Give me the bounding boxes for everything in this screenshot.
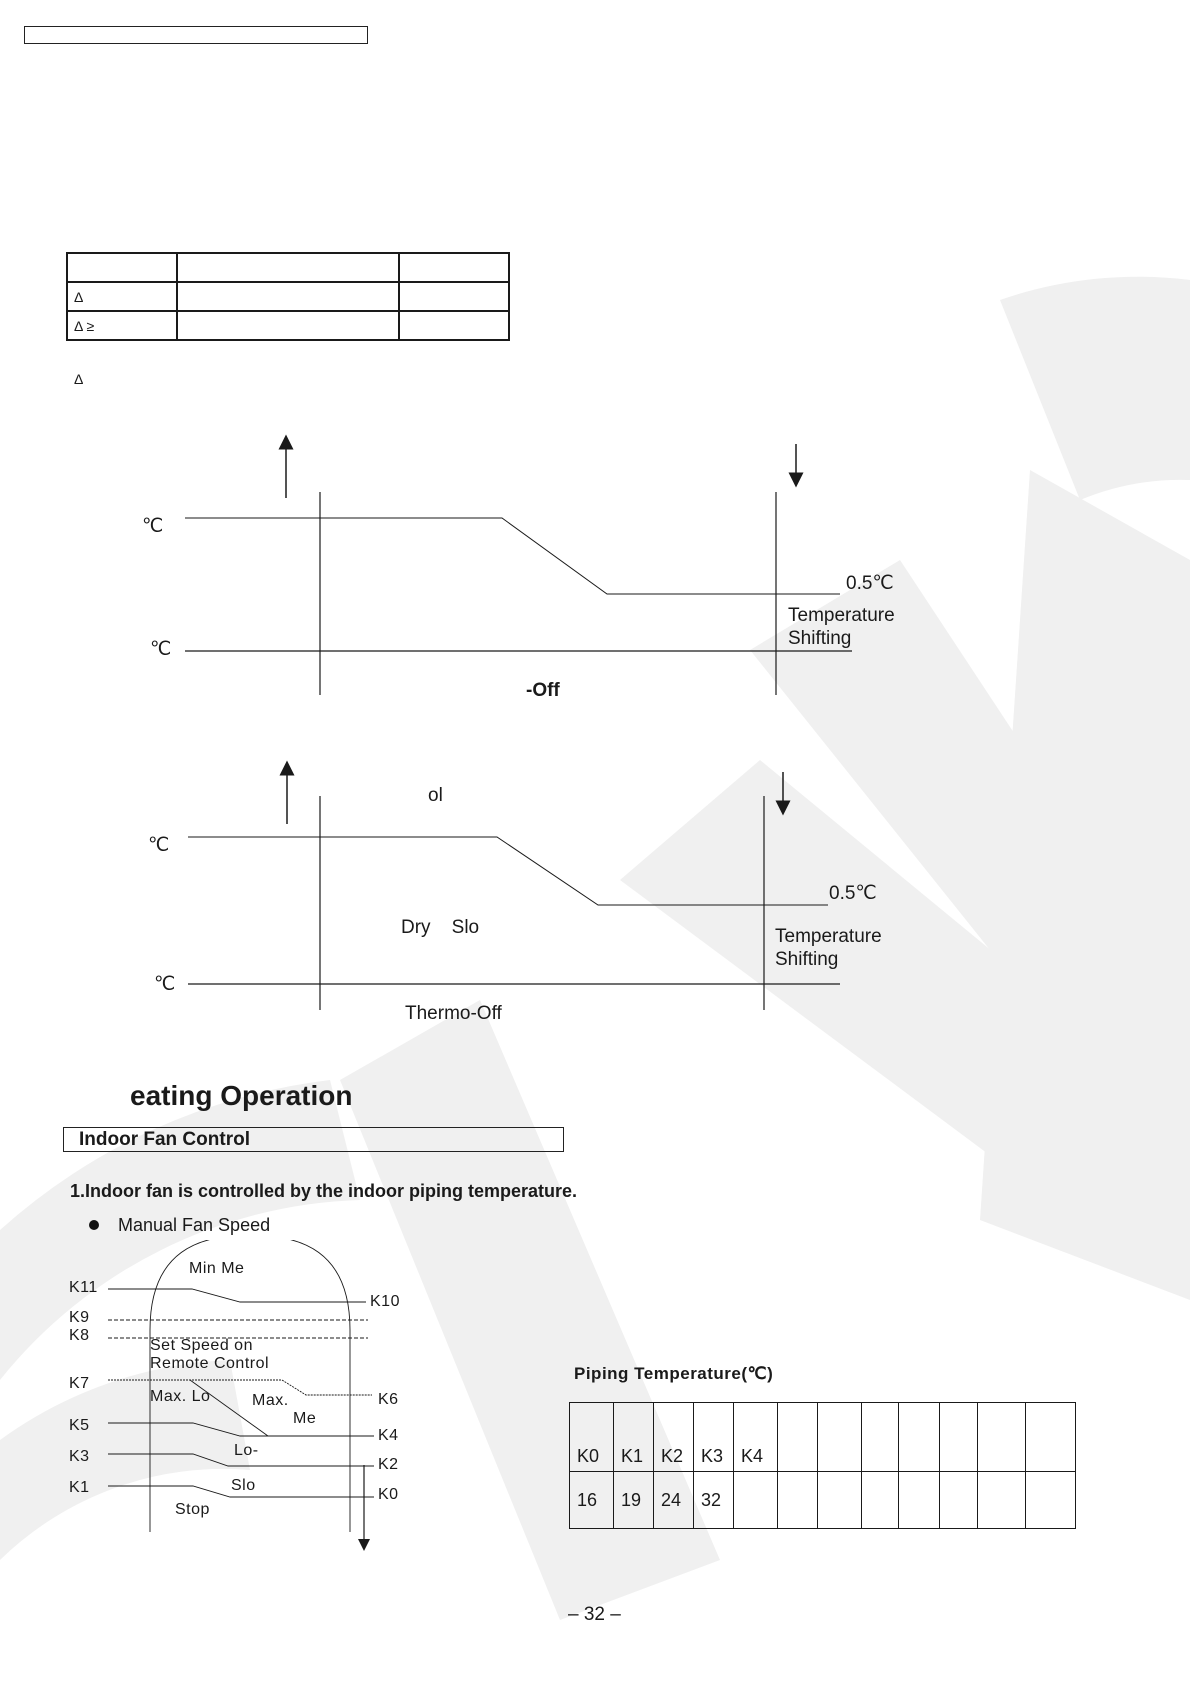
table-cell [899, 1403, 940, 1472]
table-cell: K4 [734, 1403, 778, 1472]
piping-table-title: Piping Temperature(℃) [574, 1364, 774, 1383]
k-label: K1 [69, 1479, 90, 1496]
zone-label: Set Speed on [150, 1337, 253, 1354]
dry-shift-label: Temperature [775, 926, 882, 947]
table-cell [899, 1472, 940, 1529]
zone-label: Min Me [189, 1260, 245, 1277]
k-label: K5 [69, 1417, 90, 1434]
dry-thermo-off-label: Thermo-Off [405, 1003, 502, 1024]
table-cell: K3 [694, 1403, 734, 1472]
table-cell [1026, 1472, 1076, 1529]
table-cell [862, 1472, 899, 1529]
k-label: K9 [69, 1309, 90, 1326]
cool-lower-temp-label: ℃ [150, 639, 172, 660]
k-label: K6 [378, 1391, 399, 1408]
zone-label: Remote Control [150, 1355, 270, 1372]
table-cell: 19 [614, 1472, 654, 1529]
table-cell [818, 1403, 862, 1472]
manual-fan-speed-label: Manual Fan Speed [118, 1215, 271, 1235]
k-label: K4 [378, 1427, 399, 1444]
dry-mode-label: Dry Slo [401, 917, 480, 938]
bullet-icon [89, 1220, 99, 1230]
dry-top-label: ol [428, 785, 443, 806]
cool-chart [185, 442, 852, 695]
k-label: K2 [378, 1456, 399, 1473]
zone-label: Me [293, 1410, 317, 1427]
zone-label: Max. Lo [150, 1388, 211, 1405]
dry-chart [188, 768, 840, 1010]
table-cell [978, 1472, 1026, 1529]
table-cell [940, 1403, 978, 1472]
k-label: K0 [378, 1486, 399, 1503]
table-cell [734, 1472, 778, 1529]
dry-upper-temp-label: ℃ [148, 835, 170, 856]
cool-shift-value: 0.5℃ [846, 573, 894, 594]
k-label: K8 [69, 1327, 90, 1344]
dry-lower-temp-label: ℃ [154, 974, 176, 995]
zone-label: Stop [175, 1501, 210, 1518]
table-row [570, 1472, 1076, 1529]
table-cell: K1 [614, 1403, 654, 1472]
table-cell: Δ ≥ [67, 311, 177, 340]
cool-upper-temp-label: ℃ [142, 516, 164, 537]
cool-shift-label: Temperature [788, 605, 895, 626]
k-label: K11 [69, 1279, 98, 1296]
zone-label: Lo- [234, 1442, 259, 1459]
table-cell [818, 1472, 862, 1529]
table-cell: 16 [570, 1472, 614, 1529]
cool-thermo-off-label: -Off [526, 680, 560, 701]
fan-control-heading: Indoor Fan Control [63, 1127, 564, 1152]
zone-label: Slo [231, 1477, 256, 1494]
dry-shift-value: 0.5℃ [829, 883, 877, 904]
table-cell [862, 1403, 899, 1472]
k-label: K7 [69, 1375, 90, 1392]
table-cell: Δ [67, 282, 177, 311]
k-label: K3 [69, 1448, 90, 1465]
table-cell [778, 1472, 818, 1529]
page-number: – 32 – [568, 1604, 621, 1625]
table-note: Δ [74, 371, 84, 387]
table-cell: K0 [570, 1403, 614, 1472]
piping-temperature-table [569, 1402, 1076, 1529]
k-label: K10 [370, 1293, 400, 1310]
cool-shift-label: Shifting [788, 628, 852, 649]
zone-label: Max. [252, 1392, 289, 1409]
dry-shift-label: Shifting [775, 949, 839, 970]
table-cell [940, 1472, 978, 1529]
table-row [570, 1403, 1076, 1472]
table-cell: K2 [654, 1403, 694, 1472]
table-cell: 32 [694, 1472, 734, 1529]
table-cell [1026, 1403, 1076, 1472]
fan-control-description: 1.Indoor fan is controlled by the indoor piping temperature. [70, 1181, 578, 1201]
table-cell: 24 [654, 1472, 694, 1529]
table-cell [978, 1403, 1026, 1472]
section-title: eating Operation [130, 1080, 353, 1111]
table-cell [778, 1403, 818, 1472]
